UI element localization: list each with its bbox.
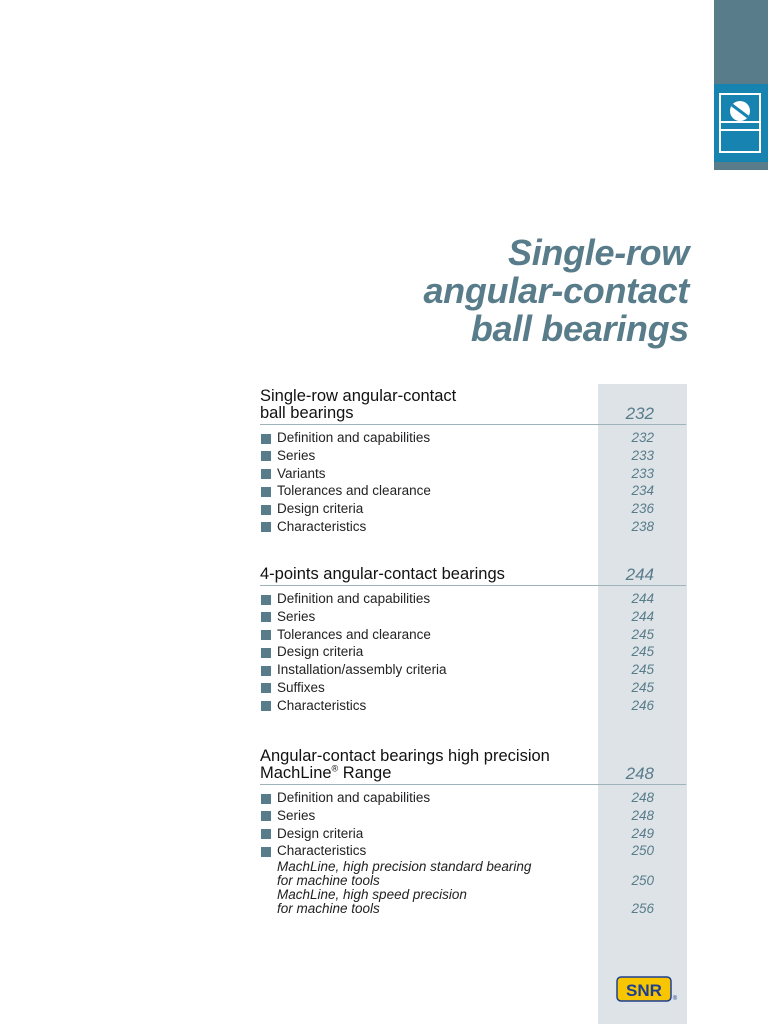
item-page-number: 245 bbox=[631, 679, 654, 695]
section-title bbox=[260, 388, 580, 424]
square-bullet-icon bbox=[261, 666, 271, 676]
square-bullet-icon bbox=[261, 794, 271, 804]
item-page-number: 236 bbox=[631, 501, 654, 517]
section-items bbox=[260, 789, 686, 916]
square-bullet-icon bbox=[261, 505, 271, 515]
section-title-line-2-rest: Range bbox=[338, 764, 392, 782]
item-page-number: 245 bbox=[631, 626, 654, 642]
item-page-number: 246 bbox=[631, 697, 654, 713]
list-item[interactable] bbox=[260, 447, 686, 465]
square-bullet-icon bbox=[261, 612, 271, 622]
item-label: Definition and capabilities bbox=[277, 430, 431, 445]
item-page-number: 244 bbox=[631, 608, 654, 624]
item-label: Series bbox=[277, 807, 316, 823]
section-title-line-2: MachLine bbox=[260, 764, 332, 782]
item-label: Series bbox=[277, 447, 316, 463]
section-items bbox=[260, 429, 686, 536]
sub-item[interactable] bbox=[260, 860, 686, 888]
item-label: Characteristics bbox=[277, 518, 367, 534]
sub-item-label bbox=[277, 860, 577, 888]
section-title bbox=[260, 566, 580, 585]
item-label: Suffixes bbox=[277, 679, 325, 695]
section-header[interactable] bbox=[260, 566, 686, 586]
item-page-number: 232 bbox=[631, 430, 654, 445]
list-item[interactable] bbox=[260, 679, 686, 697]
square-bullet-icon bbox=[261, 811, 271, 821]
snr-logo-text: SNR bbox=[626, 981, 662, 1000]
item-label: Definition and capabilities bbox=[277, 591, 431, 606]
section-title-line-2: ball bearings bbox=[260, 404, 354, 422]
list-item[interactable] bbox=[260, 842, 686, 860]
square-bullet-icon bbox=[261, 630, 271, 640]
list-item[interactable] bbox=[260, 500, 686, 518]
list-item[interactable] bbox=[260, 789, 686, 807]
section-header[interactable] bbox=[260, 388, 686, 425]
item-page-number: 238 bbox=[631, 518, 654, 534]
item-page-number: 244 bbox=[631, 591, 654, 606]
section-page-number: 248 bbox=[625, 764, 654, 783]
sub-item-label bbox=[277, 888, 577, 916]
registered-mark: ® bbox=[331, 763, 339, 774]
square-bullet-icon bbox=[261, 648, 271, 658]
square-bullet-icon bbox=[261, 469, 271, 479]
sub-item-page-number: 250 bbox=[631, 873, 654, 889]
title-line-1: Single-row bbox=[507, 232, 689, 273]
item-label: Series bbox=[277, 608, 316, 624]
title-line-2: angular-contact bbox=[423, 270, 689, 311]
item-page-number: 233 bbox=[631, 447, 654, 463]
item-page-number: 233 bbox=[631, 465, 654, 481]
toc-section-4-points bbox=[260, 566, 686, 715]
item-label: Variants bbox=[277, 465, 326, 481]
list-item[interactable] bbox=[260, 643, 686, 661]
item-page-number: 248 bbox=[631, 807, 654, 823]
section-title-line-1: Single-row angular-contact bbox=[260, 387, 457, 405]
square-bullet-icon bbox=[261, 595, 271, 605]
item-label: Tolerances and clearance bbox=[277, 626, 431, 642]
square-bullet-icon bbox=[261, 847, 271, 857]
item-label: Characteristics bbox=[277, 697, 367, 713]
item-label: Design criteria bbox=[277, 501, 364, 517]
square-bullet-icon bbox=[261, 683, 271, 693]
list-item[interactable] bbox=[260, 590, 686, 608]
list-item[interactable] bbox=[260, 661, 686, 679]
square-bullet-icon bbox=[261, 434, 271, 444]
item-label: Tolerances and clearance bbox=[277, 483, 431, 499]
section-page-number: 232 bbox=[625, 404, 654, 423]
list-item[interactable] bbox=[260, 807, 686, 825]
item-label: Characteristics bbox=[277, 843, 367, 859]
sub-item-line-2: for machine tools bbox=[277, 901, 380, 917]
snr-logo-mark bbox=[616, 976, 678, 1006]
snr-logo-registered: ® bbox=[672, 996, 678, 1002]
section-header[interactable] bbox=[260, 748, 686, 785]
chapter-tab bbox=[714, 84, 768, 162]
sub-item-line-2: for machine tools bbox=[277, 873, 380, 889]
item-label: Definition and capabilities bbox=[277, 790, 431, 805]
sub-item-line-1: MachLine, high precision standard bearing bbox=[277, 859, 532, 875]
list-item[interactable] bbox=[260, 518, 686, 536]
list-item[interactable] bbox=[260, 697, 686, 715]
list-item[interactable] bbox=[260, 608, 686, 626]
sub-item[interactable] bbox=[260, 888, 686, 916]
page-title bbox=[423, 234, 689, 348]
square-bullet-icon bbox=[261, 451, 271, 461]
square-bullet-icon bbox=[261, 829, 271, 839]
bearing-cross-section-icon bbox=[714, 84, 768, 162]
item-page-number: 245 bbox=[631, 644, 654, 660]
list-item[interactable] bbox=[260, 465, 686, 483]
toc-section-machline bbox=[260, 748, 686, 916]
section-page-number: 244 bbox=[625, 565, 654, 584]
section-items bbox=[260, 590, 686, 715]
item-label: Design criteria bbox=[277, 825, 364, 841]
item-page-number: 250 bbox=[631, 843, 654, 859]
item-page-number: 234 bbox=[631, 483, 654, 499]
snr-logo bbox=[616, 976, 678, 1011]
sub-item-page-number: 256 bbox=[631, 901, 654, 917]
square-bullet-icon bbox=[261, 487, 271, 497]
item-page-number: 245 bbox=[631, 662, 654, 678]
list-item[interactable] bbox=[260, 825, 686, 843]
toc-section-single-row bbox=[260, 388, 686, 536]
list-item[interactable] bbox=[260, 626, 686, 644]
section-title-line-1: Angular-contact bearings high precision bbox=[260, 747, 550, 765]
title-line-3: ball bearings bbox=[470, 308, 689, 349]
section-title bbox=[260, 748, 580, 784]
square-bullet-icon bbox=[261, 701, 271, 711]
section-title-line-1: 4-points angular-contact bearings bbox=[260, 565, 505, 583]
item-page-number: 248 bbox=[631, 790, 654, 805]
item-label: Installation/assembly criteria bbox=[277, 662, 447, 678]
list-item[interactable] bbox=[260, 429, 686, 447]
item-label: Design criteria bbox=[277, 644, 364, 660]
list-item[interactable] bbox=[260, 482, 686, 500]
square-bullet-icon bbox=[261, 522, 271, 532]
sub-item-line-1: MachLine, high speed precision bbox=[277, 887, 467, 903]
item-page-number: 249 bbox=[631, 825, 654, 841]
